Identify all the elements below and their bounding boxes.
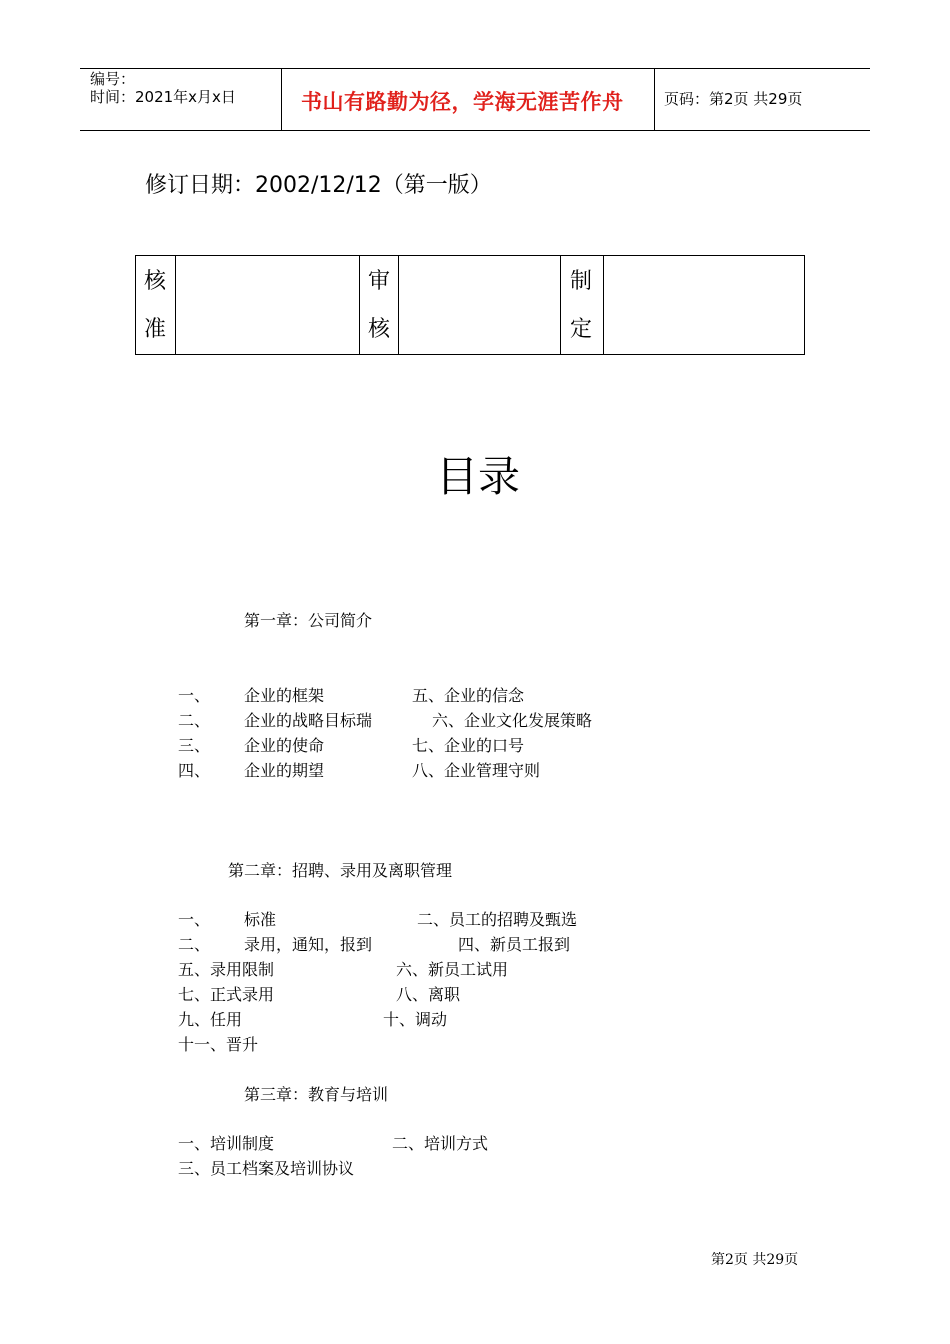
toc-item: 七、企业的口号 (412, 736, 525, 755)
toc-item: 录用，通知，报到 (244, 935, 373, 954)
toc-item: 八、企业管理守则 (412, 761, 541, 780)
approve-label-2: 准 (144, 317, 167, 342)
draft-label-1: 制 (570, 269, 593, 294)
review-label-2: 核 (368, 317, 391, 342)
toc-item: 三、员工档案及培训协议 (178, 1159, 355, 1178)
toc-item: 六、新员工试用 (396, 960, 509, 979)
approval-table (135, 255, 805, 355)
chapter-1-title: 第一章：公司简介 (244, 611, 373, 630)
toc-item: 一、 (178, 686, 211, 705)
page-footer: 第2页 共29页 (711, 1252, 799, 1268)
toc-item: 二、 (178, 935, 211, 954)
header-divider (281, 69, 282, 130)
table-divider (398, 256, 399, 354)
serial-label: 编号： (90, 70, 136, 88)
toc-item: 四、 (178, 761, 211, 780)
table-divider (603, 256, 604, 354)
toc-item: 三、 (178, 736, 211, 755)
toc-item: 六、企业文化发展策略 (432, 711, 593, 730)
toc-item: 标准 (244, 910, 277, 929)
toc-item: 一、培训制度 (178, 1134, 275, 1153)
chapter-2-title: 第二章：招聘、录用及离职管理 (228, 861, 453, 880)
toc-item: 二、培训方式 (392, 1134, 489, 1153)
toc-item: 企业的战略目标瑞 (244, 711, 373, 730)
header-page-info: 页码：第2页 共29页 (664, 90, 803, 108)
toc-item: 十、调动 (383, 1010, 448, 1029)
toc-item: 九、任用 (178, 1010, 243, 1029)
toc-item: 五、企业的信念 (412, 686, 525, 705)
table-divider (359, 256, 360, 354)
table-divider (560, 256, 561, 354)
table-divider (175, 256, 176, 354)
toc-item: 十一、晋升 (178, 1035, 259, 1054)
toc-item: 企业的期望 (244, 761, 325, 780)
toc-item: 八、离职 (396, 985, 461, 1004)
header-divider (654, 69, 655, 130)
draft-label-2: 定 (570, 317, 593, 342)
chapter-3-title: 第三章：教育与培训 (244, 1085, 389, 1104)
revision-date: 修订日期：2002/12/12（第一版） (145, 173, 492, 198)
toc-item: 五、录用限制 (178, 960, 275, 979)
date-label: 时间：2021年x月x日 (90, 88, 236, 106)
toc-item: 二、员工的招聘及甄选 (417, 910, 578, 929)
review-label-1: 审 (368, 269, 391, 294)
toc-item: 四、新员工报到 (458, 935, 571, 954)
toc-title: 目录 (436, 452, 521, 501)
toc-item: 二、 (178, 711, 211, 730)
toc-item: 一、 (178, 910, 211, 929)
header-motto: 书山有路勤为径，学海无涯苦作舟 (301, 89, 624, 114)
toc-item: 企业的使命 (244, 736, 325, 755)
toc-item: 企业的框架 (244, 686, 325, 705)
approve-label-1: 核 (144, 269, 167, 294)
toc-item: 七、正式录用 (178, 985, 275, 1004)
